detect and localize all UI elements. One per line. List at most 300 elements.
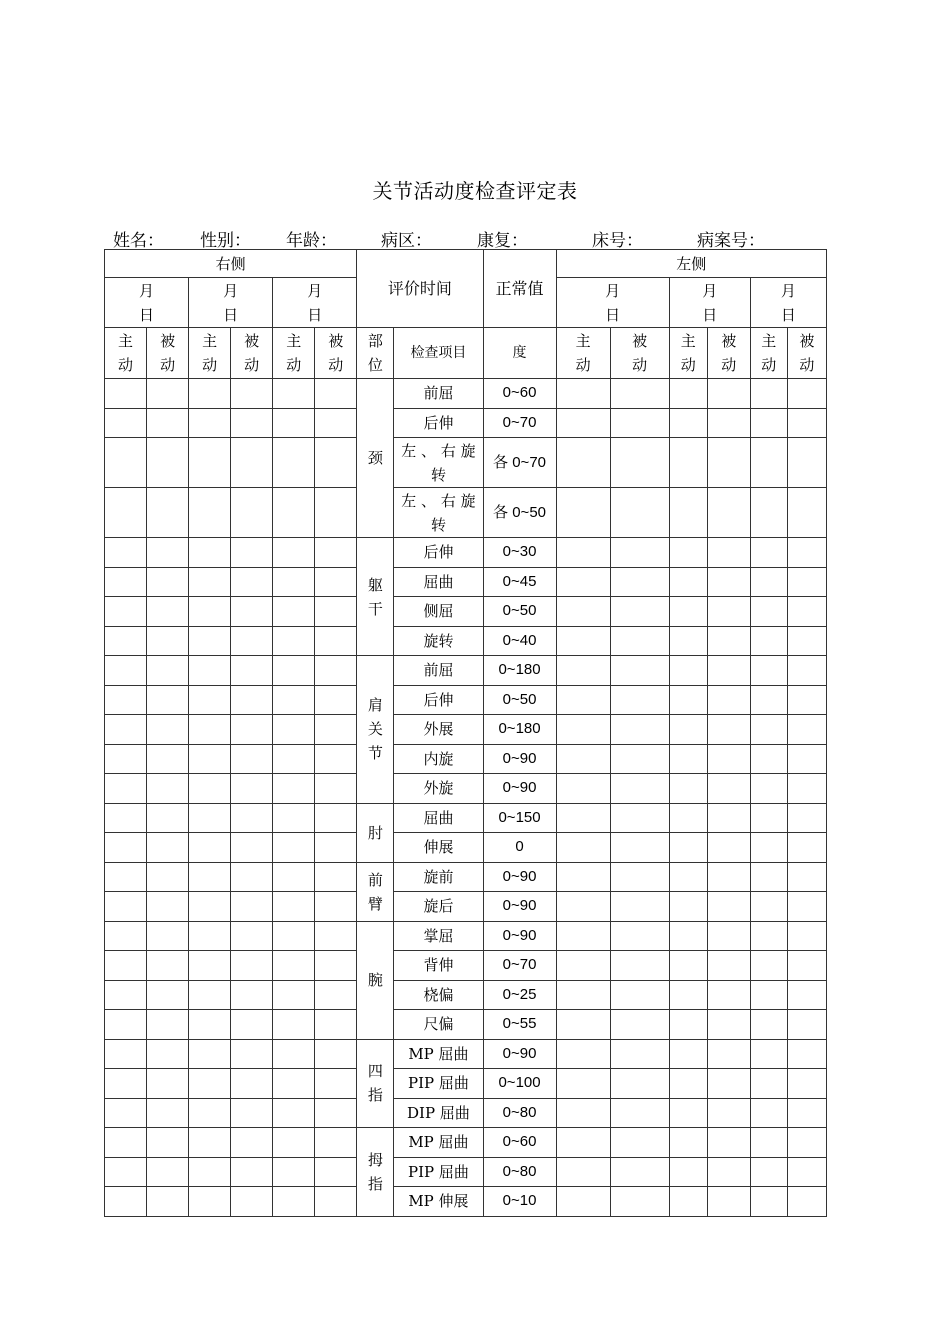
left-value-cell[interactable] [750,744,787,774]
right-value-cell[interactable] [147,438,189,488]
left-value-cell[interactable] [707,379,750,409]
right-value-cell[interactable] [105,597,147,627]
right-value-cell[interactable] [147,715,189,745]
right-value-cell[interactable] [315,1039,357,1069]
left-value-cell[interactable] [787,656,826,686]
left-value-cell[interactable] [610,921,669,951]
right-value-cell[interactable] [231,1187,273,1217]
left-value-cell[interactable] [669,656,707,686]
right-value-cell[interactable] [147,803,189,833]
left-value-cell[interactable] [707,951,750,981]
right-value-cell[interactable] [147,1098,189,1128]
right-value-cell[interactable] [147,408,189,438]
left-value-cell[interactable] [707,892,750,922]
right-value-cell[interactable] [189,1187,231,1217]
right-value-cell[interactable] [231,1128,273,1158]
left-value-cell[interactable] [556,597,610,627]
left-value-cell[interactable] [556,1157,610,1187]
left-value-cell[interactable] [750,379,787,409]
left-value-cell[interactable] [610,1069,669,1099]
left-value-cell[interactable] [750,951,787,981]
right-value-cell[interactable] [147,567,189,597]
right-value-cell[interactable] [189,488,231,538]
right-value-cell[interactable] [105,438,147,488]
right-value-cell[interactable] [105,1098,147,1128]
right-value-cell[interactable] [147,744,189,774]
right-value-cell[interactable] [231,774,273,804]
left-value-cell[interactable] [610,538,669,568]
left-value-cell[interactable] [787,626,826,656]
right-value-cell[interactable] [315,774,357,804]
left-value-cell[interactable] [750,862,787,892]
right-value-cell[interactable] [189,408,231,438]
right-value-cell[interactable] [105,1039,147,1069]
right-value-cell[interactable] [273,538,315,568]
left-value-cell[interactable] [787,685,826,715]
right-value-cell[interactable] [189,538,231,568]
right-value-cell[interactable] [189,744,231,774]
right-value-cell[interactable] [231,921,273,951]
left-value-cell[interactable] [750,567,787,597]
left-value-cell[interactable] [610,774,669,804]
left-value-cell[interactable] [707,656,750,686]
left-value-cell[interactable] [707,685,750,715]
left-date-2[interactable]: 月 日 [669,278,750,328]
left-value-cell[interactable] [669,1157,707,1187]
left-value-cell[interactable] [669,1010,707,1040]
right-value-cell[interactable] [105,379,147,409]
right-value-cell[interactable] [189,980,231,1010]
right-value-cell[interactable] [189,715,231,745]
left-value-cell[interactable] [610,803,669,833]
right-value-cell[interactable] [105,488,147,538]
right-value-cell[interactable] [147,538,189,568]
left-value-cell[interactable] [787,921,826,951]
right-value-cell[interactable] [147,921,189,951]
left-value-cell[interactable] [556,1187,610,1217]
right-value-cell[interactable] [273,892,315,922]
right-value-cell[interactable] [189,438,231,488]
left-value-cell[interactable] [787,408,826,438]
right-value-cell[interactable] [315,715,357,745]
right-value-cell[interactable] [273,567,315,597]
left-value-cell[interactable] [707,1069,750,1099]
left-value-cell[interactable] [610,1010,669,1040]
left-value-cell[interactable] [610,656,669,686]
left-value-cell[interactable] [750,921,787,951]
right-value-cell[interactable] [105,921,147,951]
right-value-cell[interactable] [231,1069,273,1099]
right-value-cell[interactable] [273,597,315,627]
right-value-cell[interactable] [147,1157,189,1187]
right-value-cell[interactable] [231,862,273,892]
right-value-cell[interactable] [273,862,315,892]
left-value-cell[interactable] [610,1187,669,1217]
left-value-cell[interactable] [556,1069,610,1099]
right-value-cell[interactable] [105,538,147,568]
right-value-cell[interactable] [315,488,357,538]
right-value-cell[interactable] [315,597,357,627]
right-value-cell[interactable] [105,1069,147,1099]
right-value-cell[interactable] [273,1010,315,1040]
right-value-cell[interactable] [105,1157,147,1187]
left-value-cell[interactable] [750,626,787,656]
right-value-cell[interactable] [231,488,273,538]
left-value-cell[interactable] [787,1039,826,1069]
left-value-cell[interactable] [707,980,750,1010]
left-value-cell[interactable] [669,980,707,1010]
left-value-cell[interactable] [610,438,669,488]
left-value-cell[interactable] [707,803,750,833]
left-value-cell[interactable] [556,488,610,538]
right-value-cell[interactable] [273,1069,315,1099]
left-value-cell[interactable] [787,1187,826,1217]
right-value-cell[interactable] [231,951,273,981]
left-value-cell[interactable] [669,921,707,951]
right-value-cell[interactable] [105,951,147,981]
left-value-cell[interactable] [707,1157,750,1187]
left-value-cell[interactable] [610,1128,669,1158]
left-value-cell[interactable] [750,408,787,438]
left-value-cell[interactable] [669,862,707,892]
left-value-cell[interactable] [707,408,750,438]
right-date-2[interactable]: 月 日 [189,278,273,328]
right-value-cell[interactable] [189,567,231,597]
right-value-cell[interactable] [147,980,189,1010]
left-value-cell[interactable] [750,656,787,686]
left-value-cell[interactable] [669,685,707,715]
left-value-cell[interactable] [750,597,787,627]
left-value-cell[interactable] [556,1098,610,1128]
left-value-cell[interactable] [707,488,750,538]
right-value-cell[interactable] [105,774,147,804]
right-value-cell[interactable] [147,862,189,892]
left-value-cell[interactable] [787,1098,826,1128]
right-value-cell[interactable] [189,1098,231,1128]
left-value-cell[interactable] [556,921,610,951]
right-value-cell[interactable] [189,803,231,833]
left-value-cell[interactable] [610,951,669,981]
left-value-cell[interactable] [787,1069,826,1099]
left-value-cell[interactable] [787,567,826,597]
left-value-cell[interactable] [750,685,787,715]
left-value-cell[interactable] [707,567,750,597]
left-value-cell[interactable] [556,379,610,409]
right-value-cell[interactable] [189,921,231,951]
left-value-cell[interactable] [707,921,750,951]
right-value-cell[interactable] [315,438,357,488]
left-value-cell[interactable] [750,1098,787,1128]
left-value-cell[interactable] [669,1128,707,1158]
left-value-cell[interactable] [556,744,610,774]
right-value-cell[interactable] [315,567,357,597]
right-value-cell[interactable] [273,1157,315,1187]
right-value-cell[interactable] [273,379,315,409]
left-value-cell[interactable] [750,1039,787,1069]
right-value-cell[interactable] [273,438,315,488]
left-value-cell[interactable] [787,438,826,488]
left-value-cell[interactable] [610,892,669,922]
left-value-cell[interactable] [669,567,707,597]
left-value-cell[interactable] [750,1128,787,1158]
right-date-1[interactable]: 月 日 [105,278,189,328]
left-value-cell[interactable] [556,833,610,863]
right-value-cell[interactable] [273,774,315,804]
left-value-cell[interactable] [707,1098,750,1128]
right-value-cell[interactable] [147,1039,189,1069]
right-value-cell[interactable] [189,951,231,981]
left-date-3[interactable]: 月 日 [750,278,826,328]
left-value-cell[interactable] [707,744,750,774]
left-value-cell[interactable] [556,1039,610,1069]
right-value-cell[interactable] [147,774,189,804]
right-value-cell[interactable] [231,1157,273,1187]
right-value-cell[interactable] [315,862,357,892]
left-value-cell[interactable] [787,862,826,892]
left-value-cell[interactable] [669,951,707,981]
right-value-cell[interactable] [273,833,315,863]
right-value-cell[interactable] [315,1187,357,1217]
right-value-cell[interactable] [105,656,147,686]
right-value-cell[interactable] [231,656,273,686]
left-value-cell[interactable] [787,774,826,804]
left-value-cell[interactable] [750,833,787,863]
left-value-cell[interactable] [669,626,707,656]
left-value-cell[interactable] [669,892,707,922]
left-value-cell[interactable] [669,1069,707,1099]
right-value-cell[interactable] [231,567,273,597]
right-value-cell[interactable] [273,1039,315,1069]
left-value-cell[interactable] [556,862,610,892]
right-value-cell[interactable] [315,1098,357,1128]
left-value-cell[interactable] [787,1128,826,1158]
left-value-cell[interactable] [787,951,826,981]
left-value-cell[interactable] [610,685,669,715]
left-value-cell[interactable] [750,538,787,568]
left-value-cell[interactable] [707,862,750,892]
left-value-cell[interactable] [610,715,669,745]
right-value-cell[interactable] [105,980,147,1010]
left-value-cell[interactable] [750,715,787,745]
right-value-cell[interactable] [147,685,189,715]
left-value-cell[interactable] [787,892,826,922]
left-value-cell[interactable] [707,774,750,804]
right-value-cell[interactable] [315,379,357,409]
left-date-1[interactable]: 月 日 [556,278,669,328]
right-value-cell[interactable] [147,951,189,981]
left-value-cell[interactable] [787,833,826,863]
left-value-cell[interactable] [669,408,707,438]
right-value-cell[interactable] [105,1187,147,1217]
left-value-cell[interactable] [669,803,707,833]
left-value-cell[interactable] [707,626,750,656]
left-value-cell[interactable] [787,803,826,833]
right-value-cell[interactable] [147,379,189,409]
left-value-cell[interactable] [610,626,669,656]
left-value-cell[interactable] [610,1098,669,1128]
right-value-cell[interactable] [315,1128,357,1158]
right-value-cell[interactable] [231,1010,273,1040]
right-value-cell[interactable] [273,656,315,686]
left-value-cell[interactable] [707,438,750,488]
left-value-cell[interactable] [787,715,826,745]
left-value-cell[interactable] [750,488,787,538]
left-value-cell[interactable] [750,774,787,804]
left-value-cell[interactable] [669,1187,707,1217]
left-value-cell[interactable] [610,488,669,538]
left-value-cell[interactable] [669,488,707,538]
left-value-cell[interactable] [707,538,750,568]
left-value-cell[interactable] [787,488,826,538]
left-value-cell[interactable] [750,438,787,488]
left-value-cell[interactable] [556,803,610,833]
right-value-cell[interactable] [105,715,147,745]
left-value-cell[interactable] [750,1157,787,1187]
right-value-cell[interactable] [147,1069,189,1099]
right-value-cell[interactable] [231,803,273,833]
right-value-cell[interactable] [315,803,357,833]
left-value-cell[interactable] [787,1010,826,1040]
right-value-cell[interactable] [231,1098,273,1128]
right-value-cell[interactable] [231,379,273,409]
right-value-cell[interactable] [315,833,357,863]
right-value-cell[interactable] [231,626,273,656]
left-value-cell[interactable] [750,1187,787,1217]
left-value-cell[interactable] [707,1010,750,1040]
left-value-cell[interactable] [669,379,707,409]
left-value-cell[interactable] [750,1069,787,1099]
right-value-cell[interactable] [231,408,273,438]
left-value-cell[interactable] [556,408,610,438]
right-value-cell[interactable] [105,803,147,833]
left-value-cell[interactable] [787,597,826,627]
right-value-cell[interactable] [273,1128,315,1158]
right-value-cell[interactable] [315,685,357,715]
right-value-cell[interactable] [315,1157,357,1187]
right-value-cell[interactable] [231,715,273,745]
left-value-cell[interactable] [669,774,707,804]
left-value-cell[interactable] [610,1039,669,1069]
right-value-cell[interactable] [273,715,315,745]
right-value-cell[interactable] [315,951,357,981]
left-value-cell[interactable] [556,626,610,656]
right-value-cell[interactable] [315,921,357,951]
right-value-cell[interactable] [273,1098,315,1128]
right-value-cell[interactable] [273,685,315,715]
left-value-cell[interactable] [787,538,826,568]
left-value-cell[interactable] [556,892,610,922]
left-value-cell[interactable] [610,980,669,1010]
right-value-cell[interactable] [105,892,147,922]
right-value-cell[interactable] [105,862,147,892]
right-value-cell[interactable] [189,862,231,892]
right-value-cell[interactable] [231,980,273,1010]
right-value-cell[interactable] [105,744,147,774]
left-value-cell[interactable] [669,1039,707,1069]
right-value-cell[interactable] [105,408,147,438]
right-value-cell[interactable] [273,408,315,438]
left-value-cell[interactable] [556,715,610,745]
left-value-cell[interactable] [556,980,610,1010]
left-value-cell[interactable] [707,1128,750,1158]
left-value-cell[interactable] [787,379,826,409]
right-value-cell[interactable] [189,685,231,715]
right-value-cell[interactable] [147,1187,189,1217]
right-value-cell[interactable] [105,567,147,597]
left-value-cell[interactable] [556,538,610,568]
left-value-cell[interactable] [556,1010,610,1040]
left-value-cell[interactable] [556,656,610,686]
left-value-cell[interactable] [707,597,750,627]
right-value-cell[interactable] [105,685,147,715]
right-value-cell[interactable] [189,1128,231,1158]
right-value-cell[interactable] [147,656,189,686]
left-value-cell[interactable] [707,1039,750,1069]
left-value-cell[interactable] [610,567,669,597]
left-value-cell[interactable] [669,833,707,863]
right-value-cell[interactable] [189,892,231,922]
right-value-cell[interactable] [273,921,315,951]
left-value-cell[interactable] [750,892,787,922]
right-value-cell[interactable] [231,1039,273,1069]
left-value-cell[interactable] [787,744,826,774]
right-value-cell[interactable] [315,538,357,568]
right-value-cell[interactable] [105,626,147,656]
right-value-cell[interactable] [315,408,357,438]
right-value-cell[interactable] [273,803,315,833]
right-value-cell[interactable] [315,1069,357,1099]
left-value-cell[interactable] [750,980,787,1010]
right-value-cell[interactable] [315,626,357,656]
left-value-cell[interactable] [610,597,669,627]
right-value-cell[interactable] [147,597,189,627]
right-value-cell[interactable] [231,438,273,488]
right-value-cell[interactable] [147,892,189,922]
right-value-cell[interactable] [231,685,273,715]
left-value-cell[interactable] [610,744,669,774]
right-value-cell[interactable] [147,833,189,863]
left-value-cell[interactable] [707,715,750,745]
right-value-cell[interactable] [189,1157,231,1187]
right-value-cell[interactable] [231,597,273,627]
right-value-cell[interactable] [315,1010,357,1040]
right-value-cell[interactable] [273,951,315,981]
right-value-cell[interactable] [231,833,273,863]
right-value-cell[interactable] [273,980,315,1010]
left-value-cell[interactable] [610,408,669,438]
left-value-cell[interactable] [556,685,610,715]
right-value-cell[interactable] [147,488,189,538]
left-value-cell[interactable] [556,1128,610,1158]
left-value-cell[interactable] [707,1187,750,1217]
left-value-cell[interactable] [669,538,707,568]
right-value-cell[interactable] [189,833,231,863]
right-value-cell[interactable] [189,626,231,656]
right-date-3[interactable]: 月 日 [273,278,357,328]
left-value-cell[interactable] [610,379,669,409]
left-value-cell[interactable] [556,774,610,804]
right-value-cell[interactable] [315,744,357,774]
right-value-cell[interactable] [315,656,357,686]
right-value-cell[interactable] [105,1010,147,1040]
left-value-cell[interactable] [707,833,750,863]
left-value-cell[interactable] [556,567,610,597]
left-value-cell[interactable] [669,1098,707,1128]
right-value-cell[interactable] [105,1128,147,1158]
left-value-cell[interactable] [669,438,707,488]
right-value-cell[interactable] [147,1128,189,1158]
left-value-cell[interactable] [610,833,669,863]
